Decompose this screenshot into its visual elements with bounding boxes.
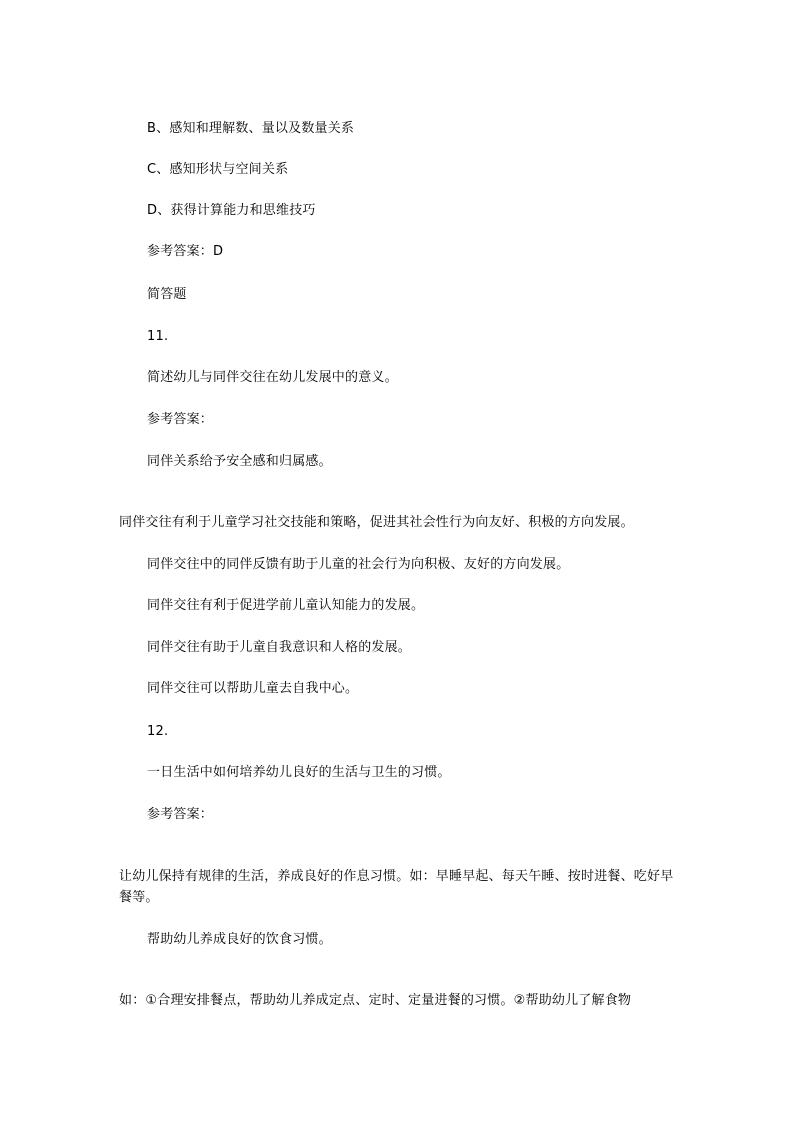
question-12-point: 帮助幼儿养成良好的饮食习惯。 xyxy=(147,932,332,947)
question-11-point: 同伴交往有助于儿童自我意识和人格的发展。 xyxy=(147,640,412,655)
question-11-number: 11. xyxy=(147,329,169,344)
question-12-point: 如：①合理安排餐点，帮助幼儿养成定点、定时、定量进餐的习惯。②帮助幼儿了解食物 xyxy=(119,993,632,1008)
answer-10: 参考答案：D xyxy=(147,244,224,259)
question-11-point: 同伴关系给予安全感和归属感。 xyxy=(147,454,332,469)
question-11-point: 同伴交往可以帮助儿童去自我中心。 xyxy=(147,681,359,696)
option-c: C、感知形状与空间关系 xyxy=(147,162,289,177)
question-12-text: 一日生活中如何培养幼儿良好的生活与卫生的习惯。 xyxy=(147,765,451,780)
question-12-number: 12. xyxy=(147,724,169,739)
question-11-text: 简述幼儿与同伴交往在幼儿发展中的意义。 xyxy=(147,370,398,385)
section-title: 简答题 xyxy=(147,287,187,302)
question-12-answer-label: 参考答案： xyxy=(147,807,214,822)
option-d: D、获得计算能力和思维技巧 xyxy=(147,203,316,218)
option-b: B、感知和理解数、量以及数量关系 xyxy=(147,121,355,136)
question-11-answer-label: 参考答案： xyxy=(147,412,214,427)
question-11-point: 同伴交往有利于促进学前儿童认知能力的发展。 xyxy=(147,598,425,613)
question-11-point: 同伴交往有利于儿童学习社交技能和策略，促进其社会性行为向友好、积极的方向发展。 xyxy=(119,515,634,530)
question-11-point: 同伴交往中的同伴反馈有助于儿童的社会行为向积极、友好的方向发展。 xyxy=(147,557,570,572)
question-12-point: 让幼儿保持有规律的生活，养成良好的作息习惯。如：早睡早起、每天午睡、按时进餐、吃好早餐等。 xyxy=(119,869,674,905)
